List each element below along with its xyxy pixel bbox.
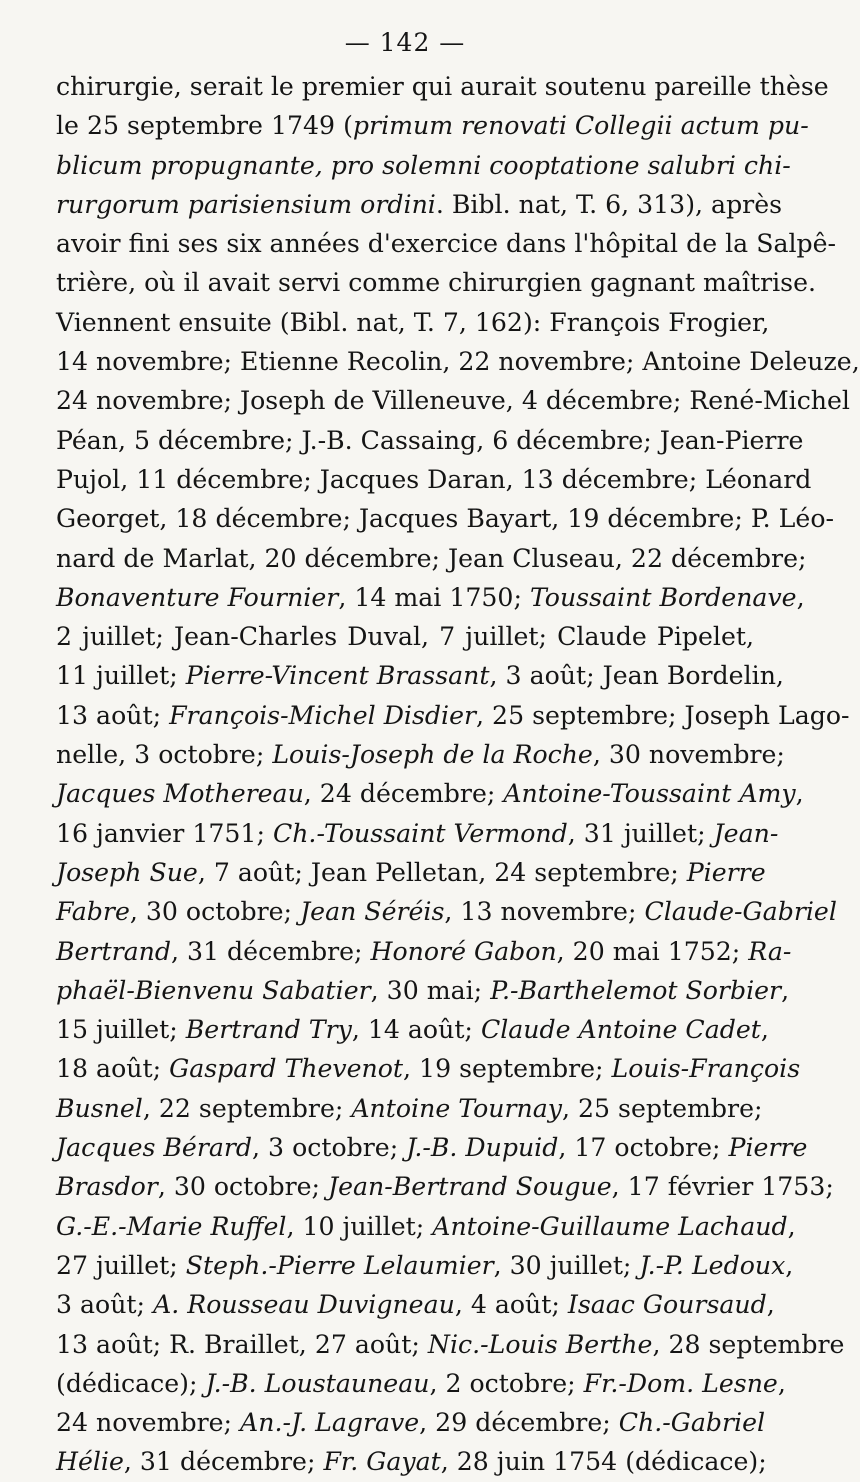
text-line [56,1364,786,1403]
text-line [56,1285,775,1324]
italic-name-span: Antoine-Guillaume Lachaud [432,1211,788,1241]
text-line [56,971,790,1010]
italic-name-span: Honoré Gabon [370,936,557,966]
italic-name-span: Busnel [56,1093,143,1123]
text-line [56,932,792,971]
italic-name-span: Claude Antoine Cadet [480,1015,761,1045]
text-line [56,263,817,302]
text-span: 14 novembre; Etienne Recolin, 22 novembre; Antoine Deleuze, [56,347,860,377]
italic-name-span: Jean- [713,818,779,848]
text-span: , 25 septembre; Joseph Lago- [476,700,850,730]
text-line [56,1089,763,1128]
italic-name-span: Joseph Sue [56,857,198,887]
italic-name-span: An.-J. Lagrave [240,1408,420,1438]
text-span: , 24 décembre; [303,779,504,809]
text-span: , 25 septembre; [561,1093,763,1123]
text-span: , [777,1368,786,1398]
text-span: , 30 juillet; [493,1250,640,1280]
text-span: 13 août; [56,700,170,730]
text-span: trière, où il avait servi comme chirurgien gagnant maîtrise. [56,268,817,298]
italic-name-span: Bertrand [56,936,171,966]
text-line [56,1442,767,1481]
text-span: Viennent ensuite (Bibl. nat, T. 7, 162): François Frogier, [56,307,770,337]
italic-name-span: Hélie [56,1447,124,1477]
italic-name-span: J.-B. Dupuid [406,1133,559,1163]
text-line [56,853,766,892]
text-span: 27 juillet; [56,1250,186,1280]
text-line [56,1325,845,1364]
text-span: 3 août; [56,1290,154,1320]
text-line [56,421,804,460]
text-line [56,1207,796,1246]
italic-name-span: J.-P. Ledoux [639,1250,786,1280]
italic-name-span: François-Michel Disdier [169,700,477,730]
text-span: , 14 août; [351,1015,481,1045]
text-span: chirurgie, serait le premier qui aurait soutenu pareille thèse [56,72,829,101]
text-line [56,617,754,656]
italic-name-span: Toussaint Bordenave [529,582,797,612]
text-line [56,303,770,342]
text-span: , 28 juin 1754 (dédicace); [440,1447,767,1477]
text-line [56,774,804,813]
italic-name-span: G.-E.-Marie Ruffel [56,1211,287,1241]
text-span: avoir fini ses six années d'exercice dans l'hôpital de la Salpê- [56,229,837,259]
text-span: , 29 décembre; [419,1408,619,1438]
text-span: nelle, 3 octobre; [56,740,273,770]
text-line [56,696,850,735]
text-span: 24 novembre; [56,1408,241,1438]
text-line [56,735,785,774]
italic-name-span: Jacques Mothereau [56,779,304,809]
italic-name-span: phaël-Bienvenu Sabatier [56,975,371,1005]
text-span: Péan, 5 décembre; J.-B. Cassaing, 6 décembre; Jean-Pierre [56,425,804,455]
italic-name-span: Jacques Bérard [56,1133,253,1163]
italic-name-span: Bonaventure Fournier [56,582,339,612]
text-line [56,381,850,420]
text-span: , 20 mai 1752; [556,936,749,966]
text-line [56,1167,834,1206]
text-line [56,224,837,263]
text-span: 24 novembre; Joseph de Villeneuve, 4 décembre; René-Michel [56,386,850,416]
italic-name-span: Fabre [56,897,130,927]
italic-name-span: Antoine-Toussaint Amy [503,779,796,809]
italic-name-span: Isaac Goursaud [567,1290,767,1320]
italic-name-span: Pierre [728,1133,808,1163]
italic-name-span: Louis-François [611,1054,801,1084]
text-span: Pujol, 11 décembre; Jacques Daran, 13 décembre; Léonard [56,464,812,494]
text-line [56,892,837,931]
italic-name-span: Pierre-Vincent Brassant [185,661,490,691]
text-span: , 30 mai; [370,975,491,1005]
text-span: , 19 septembre; [403,1054,612,1084]
text-line [56,1128,808,1167]
text-span: le 25 septembre 1749 ( [56,111,353,141]
italic-name-span: Jean-Bertrand Sougue [328,1172,612,1202]
text-line [56,578,805,617]
italic-name-span: A. Rousseau Duvigneau [153,1290,455,1320]
italic-name-span: Ch.-Gabriel [618,1408,766,1438]
text-span: , [766,1290,775,1320]
text-line [56,185,783,224]
text-span: , 4 août; [454,1290,568,1320]
italic-name-span: Antoine Tournay [351,1093,562,1123]
text-span: 13 août; R. Braillet, 27 août; [56,1329,428,1359]
text-span: , 3 octobre; [252,1133,407,1163]
italic-name-span: J.-B. Loustauneau [205,1368,430,1398]
text-span: . Bibl. nat, T. 6, 313), après [435,189,783,219]
text-line [56,146,791,185]
italic-name-span: Ra- [748,936,792,966]
text-span: , 10 juillet; [286,1211,433,1241]
italic-name-span: Fr.-Dom. Lesne [583,1368,778,1398]
text-span: nard de Marlat, 20 décembre; Jean Cluseau, 22 décembre; [56,543,807,573]
text-span: , 31 décembre; [123,1447,324,1477]
text-span: 15 juillet; [56,1015,186,1045]
text-span: , 3 août; Jean Bordelin, [489,661,784,691]
text-span: , [760,1015,769,1045]
text-span: , 30 octobre; [129,897,301,927]
text-span: , 7 août; Jean Pelletan, 24 septembre; [197,857,687,887]
text-span: , 17 octobre; [558,1133,729,1163]
text-span: , 31 juillet; [567,818,714,848]
text-span: , 22 septembre; [142,1093,352,1123]
text-span: 16 janvier 1751; [56,818,273,848]
italic-name-span: Bertrand Try [185,1015,352,1045]
text-span: (dédicace); [56,1368,206,1398]
body-text [56,67,860,1482]
text-line [56,67,829,106]
italic-name-span: Ch.-Toussaint Vermond [272,818,568,848]
text-line [56,656,784,695]
text-span: 2 juillet; Jean-Charles Duval, 7 juillet; Claude Pipelet, [56,622,754,652]
text-span: , 13 novembre; [444,897,645,927]
text-span: , 30 octobre; [157,1172,329,1202]
italic-name-span: Jean Séréis [300,897,445,927]
text-line [56,499,834,538]
text-span: 18 août; [56,1054,170,1084]
text-line [56,1049,801,1088]
italic-name-span: Steph.-Pierre Lelaumier [185,1250,494,1280]
text-span: , 30 novembre; [592,740,785,770]
text-line [56,1010,769,1049]
text-span: 11 juillet; [56,661,186,691]
italic-name-span: Louis-Joseph de la Roche [272,740,593,770]
page-number: — 142 — [344,28,466,57]
italic-name-span: P.-Barthelemot Sorbier [490,975,782,1005]
text-span: , 31 décembre; [170,936,371,966]
italic-name-span: primum renovati Collegii actum pu- [352,111,809,141]
text-span: , [787,1211,796,1241]
text-line [56,539,807,578]
text-line [56,1403,766,1442]
text-span: Georget, 18 décembre; Jacques Bayart, 19 décembre; P. Léo- [56,504,834,534]
italic-name-span: blicum propugnante, pro solemni cooptatione salubri chi- [56,150,791,180]
text-line [56,460,812,499]
italic-name-span: Nic.-Louis Berthe [427,1329,653,1359]
text-line [56,342,860,381]
italic-name-span: rurgorum parisiensium ordini [56,189,436,219]
text-span: , [795,779,804,809]
text-line [56,1246,794,1285]
text-line [56,106,809,145]
text-span: , [785,1250,794,1280]
text-line [56,814,779,853]
italic-name-span: Fr. Gayat [323,1447,441,1477]
text-span: , [781,975,790,1005]
text-span: , 17 février 1753; [611,1172,834,1202]
text-span: , [796,582,805,612]
italic-name-span: Gaspard Thevenot [169,1054,404,1084]
italic-name-span: Pierre [686,857,766,887]
italic-name-span: Brasdor [56,1172,158,1202]
text-span: , 14 mai 1750; [338,582,530,612]
text-span: , 28 septembre [652,1329,845,1359]
italic-name-span: Claude-Gabriel [644,897,837,927]
text-span: , 2 octobre; [429,1368,584,1398]
